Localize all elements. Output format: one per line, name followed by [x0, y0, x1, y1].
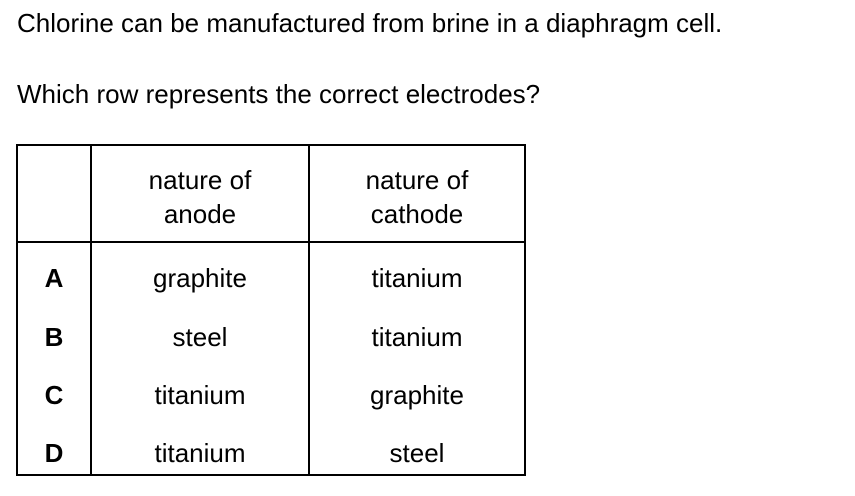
question-prompt: Which row represents the correct electrodes?: [17, 79, 541, 109]
header-anode-line2: anode: [163, 199, 237, 229]
header-anode-line1: nature of: [148, 165, 252, 195]
header-cathode-line1: nature of: [365, 165, 469, 195]
table-divider-horizontal: [18, 241, 524, 243]
row-b-cathode: titanium: [371, 322, 463, 352]
header-cathode: [310, 163, 524, 231]
question-intro: Chlorine can be manufactured from brine in a diaphragm cell.: [17, 8, 723, 38]
electrodes-table: [16, 144, 526, 476]
row-a-anode: graphite: [153, 263, 247, 293]
row-c-cathode: graphite: [370, 380, 464, 410]
row-a-cathode: titanium: [371, 263, 463, 293]
row-label-b[interactable]: B: [44, 322, 64, 352]
row-label-d[interactable]: D: [44, 438, 64, 468]
row-b-anode: steel: [172, 322, 228, 352]
row-d-anode: titanium: [154, 438, 246, 468]
row-label-a[interactable]: A: [44, 263, 64, 293]
row-d-cathode: steel: [389, 438, 445, 468]
header-anode: [92, 163, 308, 231]
header-cathode-line2: cathode: [370, 199, 464, 229]
row-c-anode: titanium: [154, 380, 246, 410]
row-label-c[interactable]: C: [44, 380, 64, 410]
